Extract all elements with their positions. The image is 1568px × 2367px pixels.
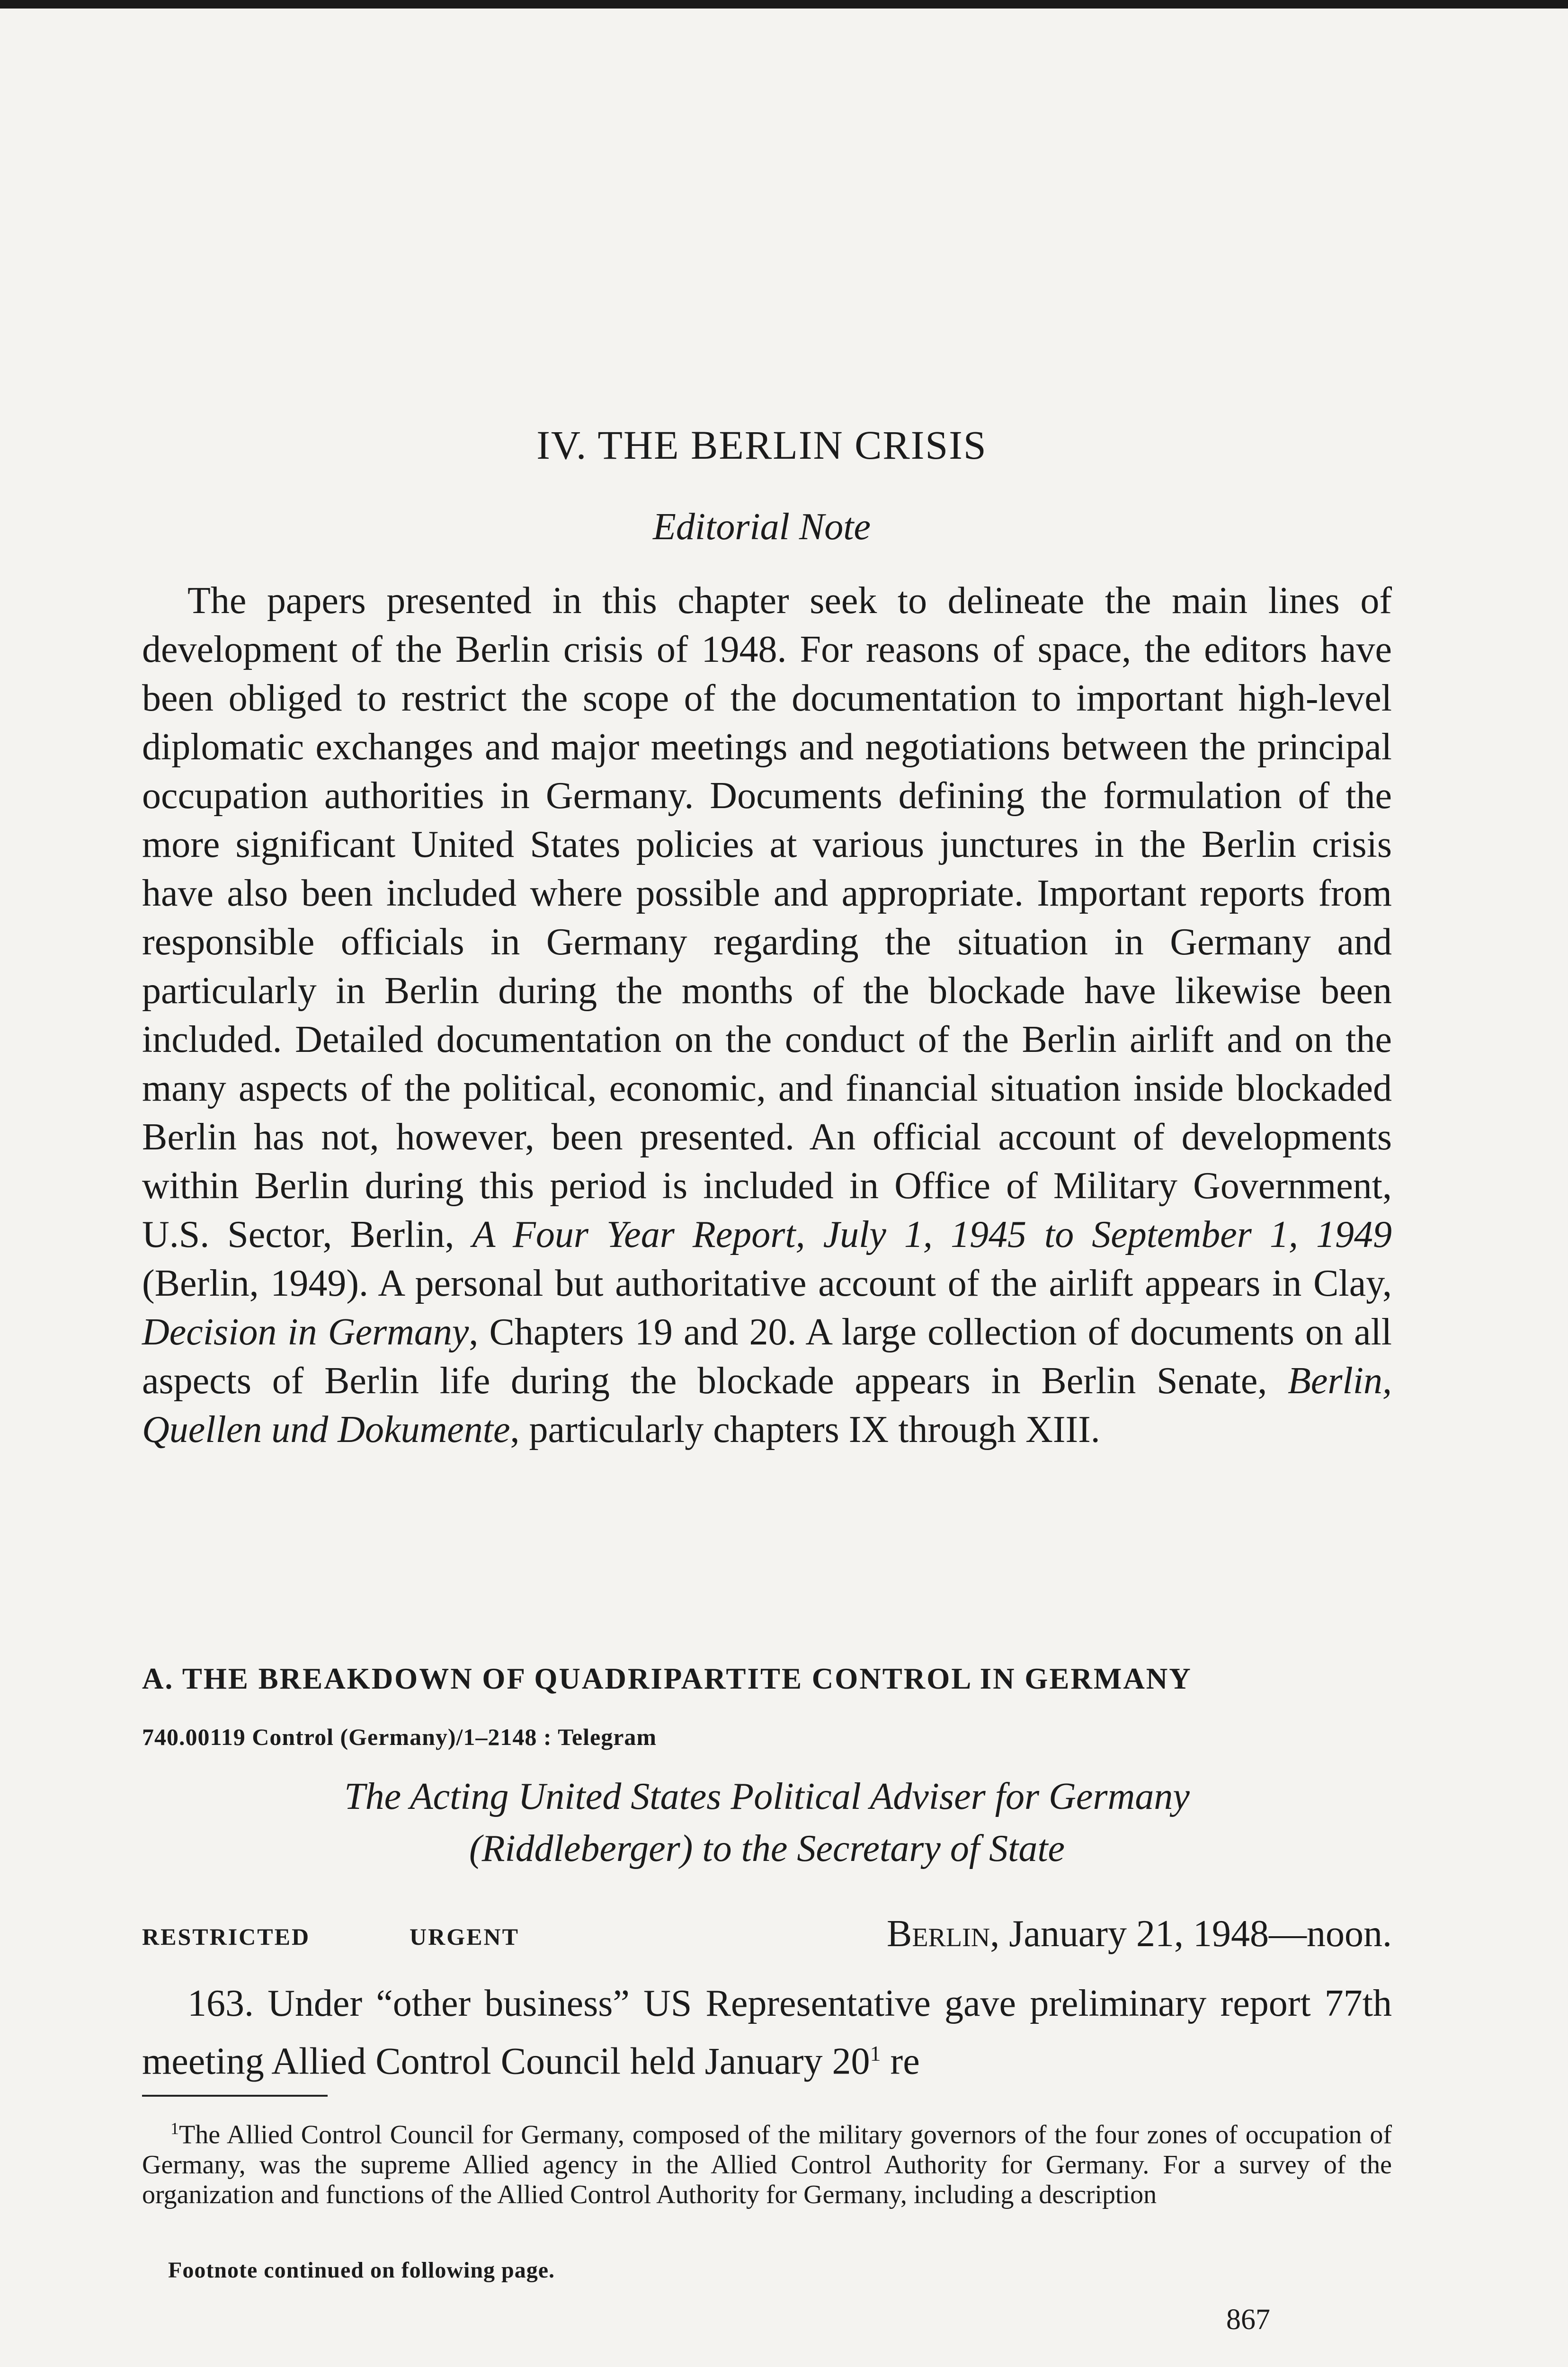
- para-text: , particularly chapters IX through XIII.: [510, 1409, 1100, 1450]
- footnote-rule: [142, 2095, 328, 2097]
- para-text: , Chapters 19 and 20. A large collection of documents on all aspects of Berlin life during the blockade appears in Berlin Senate,: [142, 1311, 1392, 1402]
- telegram-text-end: re: [881, 2040, 920, 2082]
- chapter-title: IV. THE BERLIN CRISIS: [536, 422, 987, 468]
- classification-label: RESTRICTED: [142, 1923, 311, 1950]
- telegram-text: 163. Under “other business” US Representative gave preliminary report 77th meeting Allied Control Council held January 20: [142, 1983, 1392, 2082]
- footnote-continued-note: Footnote continued on following page.: [168, 2258, 555, 2283]
- citation-quellen-und-dokumente: Berlin, Quellen und Dokumente: [142, 1360, 1392, 1450]
- page-number: 867: [1226, 2304, 1270, 2336]
- dateline-city: Berlin: [886, 1913, 990, 1955]
- telegram-paragraph: [142, 1979, 1392, 2087]
- para-text: (Berlin, 1949). A personal but authoritative account of the airlift appears in Clay,: [142, 1263, 1392, 1304]
- scan-top-edge: [0, 0, 1568, 9]
- editorial-note-heading: Editorial Note: [653, 506, 871, 548]
- footnote: [142, 2114, 1392, 2210]
- file-reference: 740.00119 Control (Germany)/1–2148 : Telegram: [142, 1724, 657, 1750]
- document-title-line2: (Riddleberger) to the Secretary of State: [469, 1828, 1065, 1869]
- section-heading: A. THE BREAKDOWN OF QUADRIPARTITE CONTROL IN GERMANY: [142, 1662, 1192, 1695]
- dateline: [887, 1913, 1392, 1956]
- citation-four-year-report: A Four Year Report, July 1, 1945 to September 1, 1949: [472, 1214, 1392, 1255]
- footnote-reference: 1: [870, 2041, 881, 2065]
- editorial-note-paragraph: [142, 577, 1392, 1454]
- citation-decision-in-germany: Decision in Germany: [142, 1311, 469, 1353]
- priority-label: URGENT: [410, 1923, 519, 1950]
- document-title: [142, 1771, 1392, 1875]
- para-text: The papers presented in this chapter seek to delineate the main lines of development of the Berlin crisis of 1948. For reasons of space, the editors have been obliged to restrict the scope of the documentation to important high-level diplomatic exchanges and major meetings and negotiations between the principal occupation authorities in Germany. Documents defining the formulation of the more significant United States policies at various junctures in the Berlin crisis have also been included where possible and appropriate. Important reports from responsible officials in Germany regarding the situation in Germany and particularly in Berlin during the months of the blockade have likewise been included. Detailed documentation on the conduct of the Berlin airlift and on the many aspects of the political, economic, and financial situation inside blockaded Berlin has not, however, been presented. An official account of developments within Berlin during this period is included in Office of Military Government, U.S. Sector, Berlin,: [142, 580, 1392, 1255]
- dateline-date: , January 21, 1948—noon.: [990, 1913, 1392, 1955]
- footnote-text: The Allied Control Council for Germany, composed of the military governors of the four zones of occupation of Germany, was the supreme Allied agency in the Allied Control Authority for Germany. For a survey of the organization and functions of the Allied Control Authority for Germany, including a description: [142, 2120, 1392, 2209]
- footnote-marker: 1: [170, 2119, 179, 2138]
- document-title-line1: The Acting United States Political Adviser for Germany: [344, 1776, 1190, 1817]
